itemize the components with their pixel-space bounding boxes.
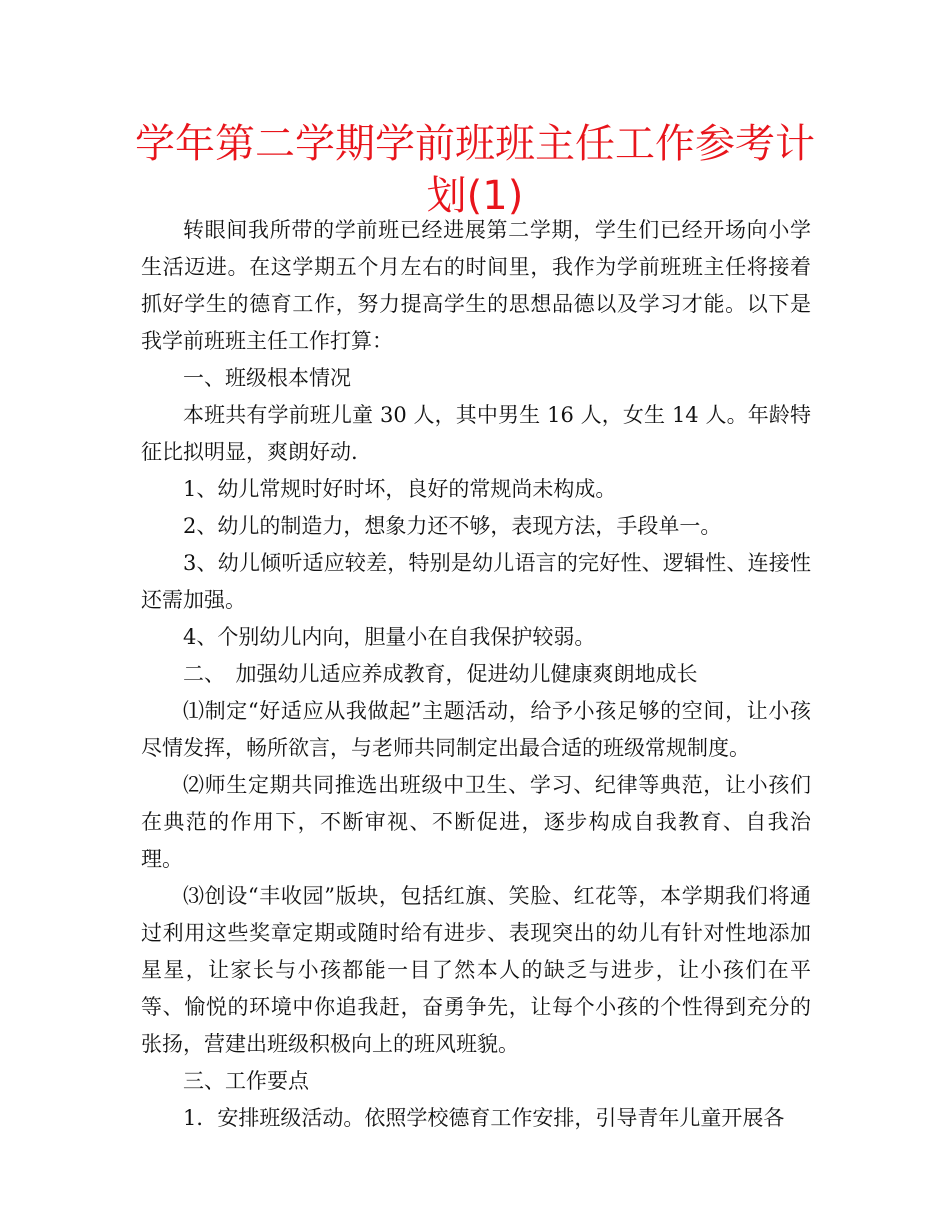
section-heading-class-situation: 一、班级根本情况 [183,366,351,390]
paragraph-class-stats: 本班共有学前班儿童 30 人，其中男生 16 人，女生 14 人。年龄特征比拟明显，爽朗好动. [141,403,811,464]
section-heading-work-points: 三、工作要点 [183,1069,309,1093]
list-item-1: 1、幼儿常规时好时坏，良好的常规尚未构成。 [183,477,617,501]
paragraph-intro: 转眼间我所带的学前班已经进展第二学期，学生们已经开场向小学生活迈进。在这学期五个月左右的时间里，我作为学前班班主任将接着抓好学生的德育工作，努力提高学生的思想品德以及学习才能。以下是我学前班班主任工作打算： [141,218,811,353]
document-body [141,212,811,1137]
list-item-2: 2、幼儿的制造力，想象力还不够，表现方法，手段单一。 [183,514,722,538]
work-point-1: 1．安排班级活动。依照学校德育工作安排，引导青年儿童开展各 [183,1106,785,1130]
document-title: 学年第二学期学前班班主任工作参考计划(1) [135,121,815,219]
section-heading-habits: 二、 加强幼儿适应养成教育，促进幼儿健康爽朗地成长 [183,662,698,686]
habit-item-1: ⑴制定“好适应从我做起”主题活动，给予小孩足够的空间，让小孩尽情发挥，畅所欲言，与老师共同制定出最合适的班级常规制度。 [141,699,811,760]
habit-item-3: ⑶创设“丰收园”版块，包括红旗、笑脸、红花等，本学期我们将通过利用这些奖章定期或随时给有进步、表现突出的幼儿有针对性地添加星星，让家长与小孩都能一目了然本人的缺乏与进步，让小孩们在平等、愉悦的环境中你追我赶，奋勇争先，让每个小孩的个性得到充分的张扬，营建出班级积极向上的班风班貌。 [141,884,811,1056]
list-item-3: 3、幼儿倾听适应较差，特别是幼儿语言的完好性、逻辑性、连接性还需加强。 [141,551,811,612]
habit-item-2: ⑵师生定期共同推选出班级中卫生、学习、纪律等典范，让小孩们在典范的作用下，不断审视、不断促进，逐步构成自我教育、自我治理。 [141,773,811,871]
list-item-4: 4、个别幼儿内向，胆量小在自我保护较弱。 [183,625,596,649]
